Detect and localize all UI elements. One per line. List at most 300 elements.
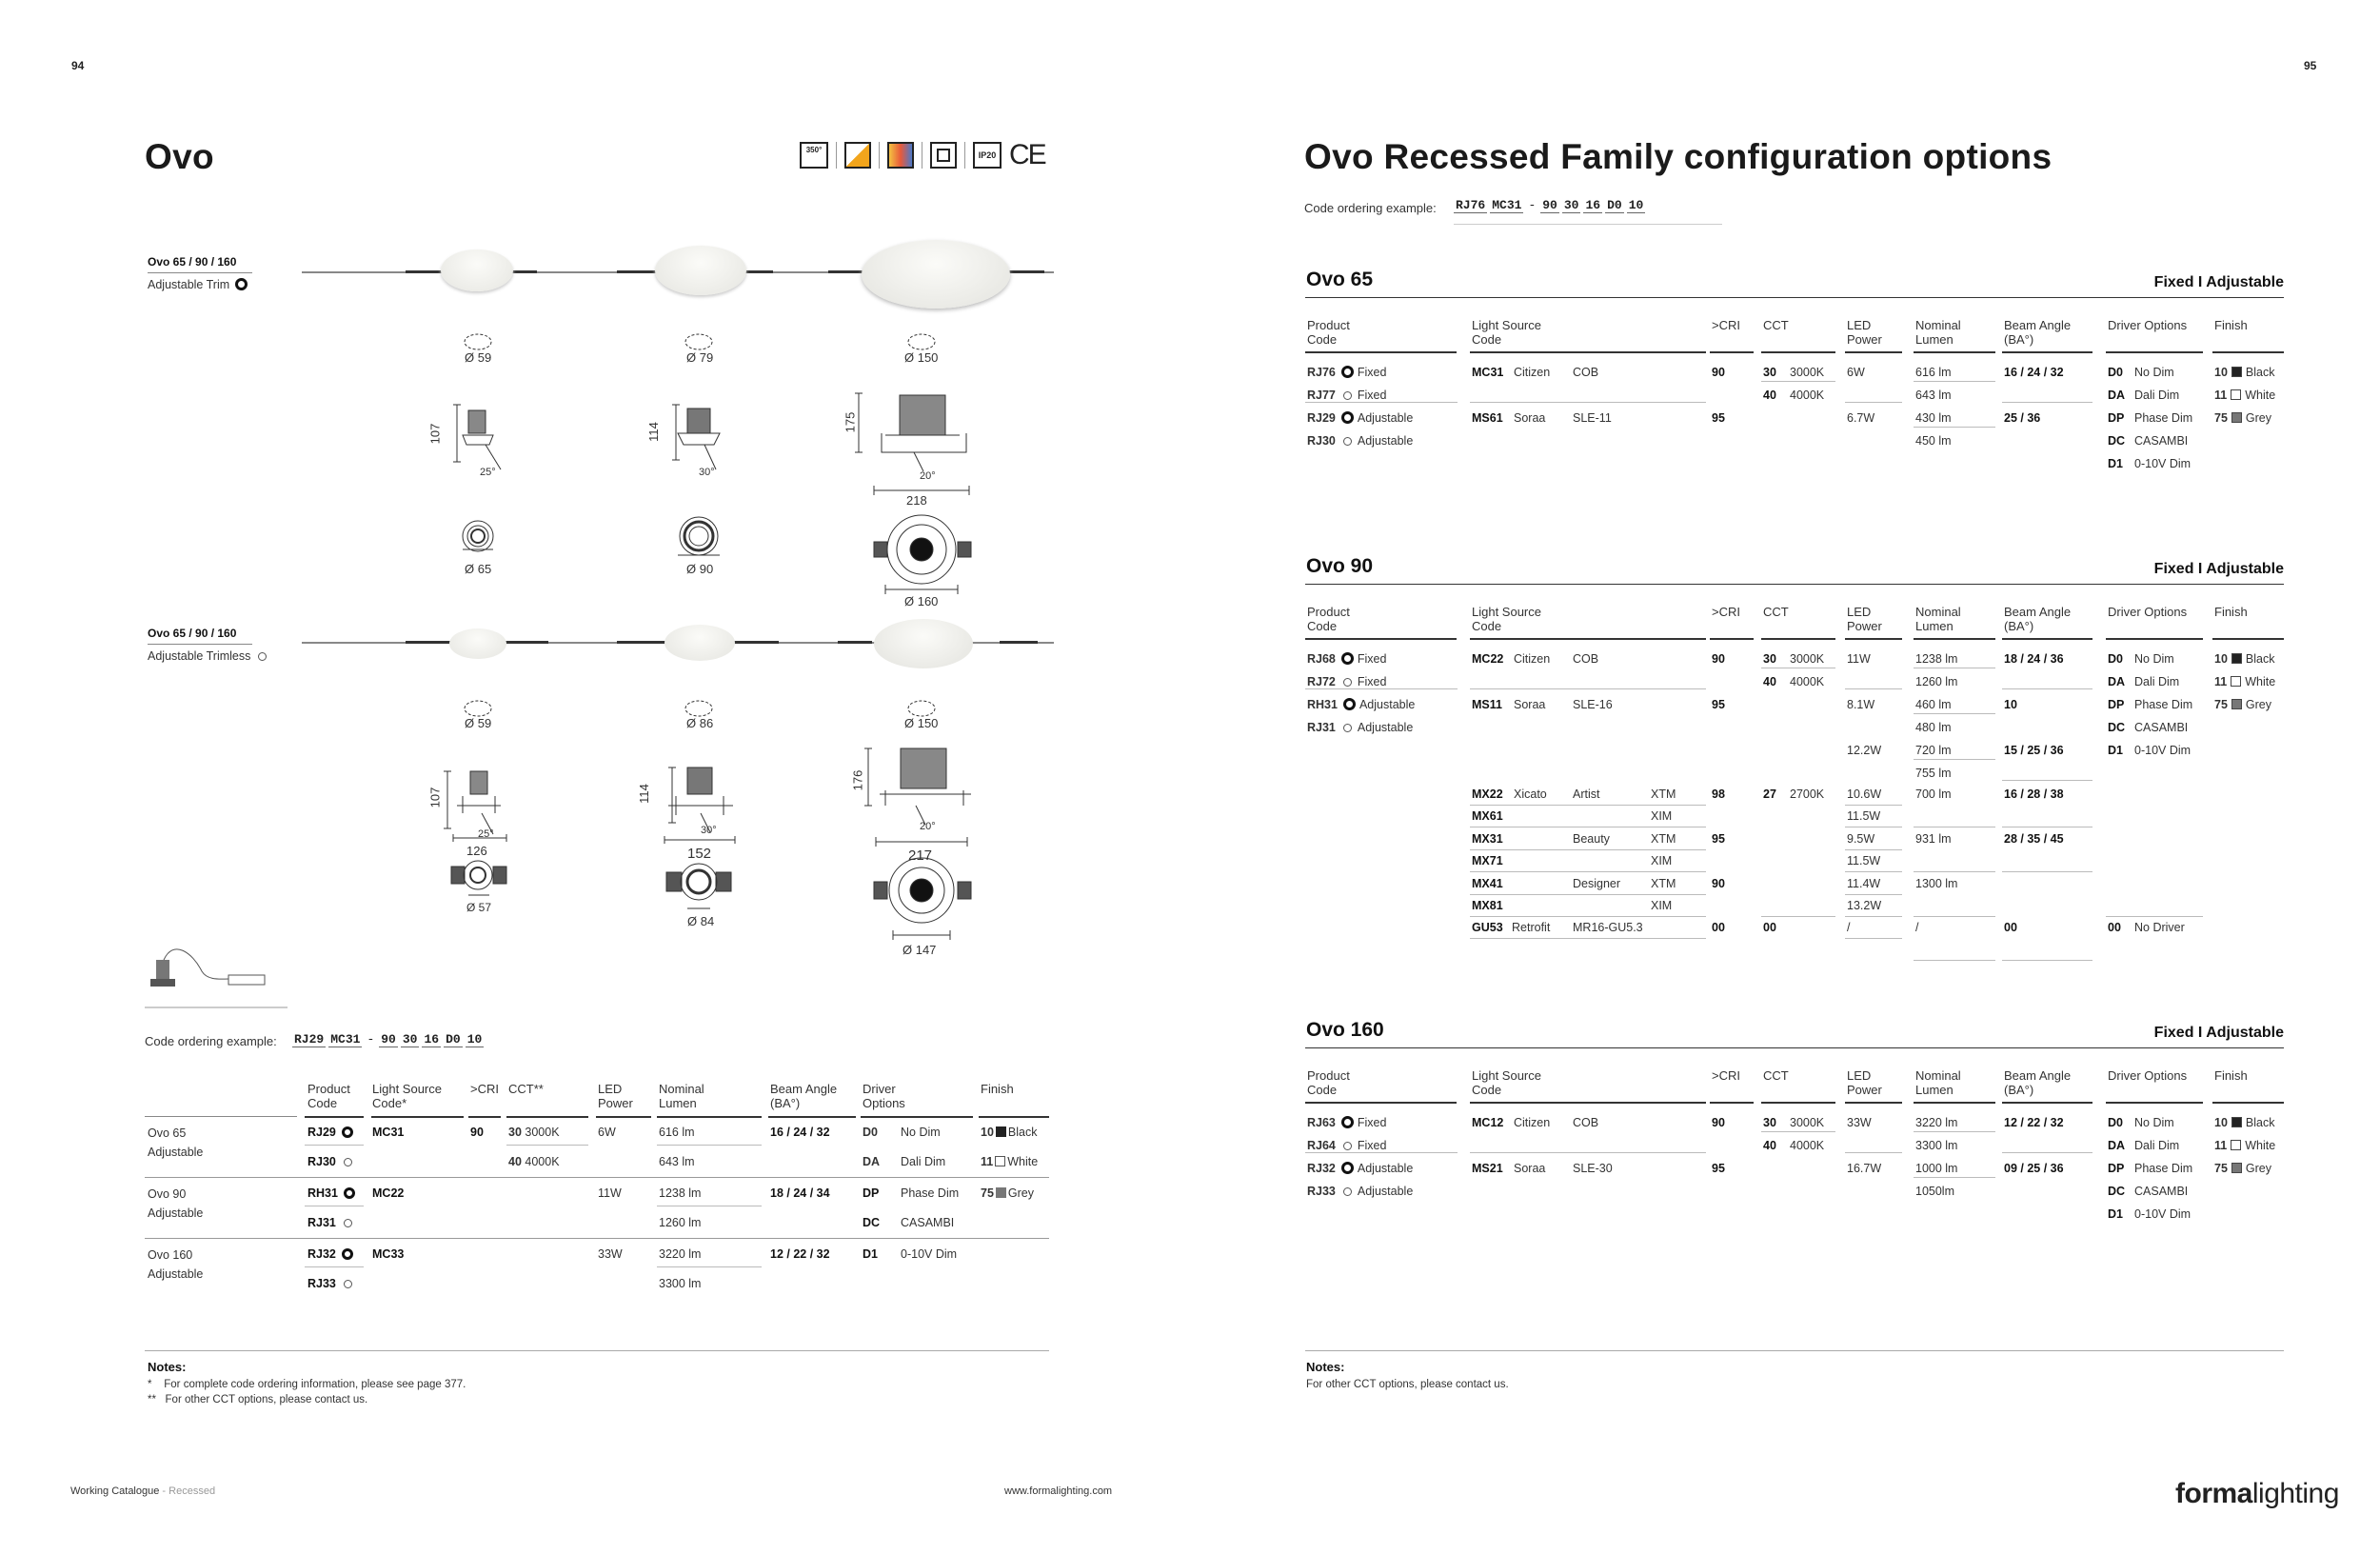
s90-h-lumen: Nominal Lumen bbox=[1915, 605, 1961, 633]
dim-h65: 107 bbox=[427, 423, 443, 445]
s90-beam-0: 18 / 24 / 36 bbox=[2004, 652, 2064, 666]
lt-h-light: Light Source Code* bbox=[372, 1082, 442, 1110]
dim2-w65: 126 bbox=[466, 844, 487, 858]
s65-driver-code-2: DP bbox=[2108, 411, 2125, 425]
lt-r2-beam: 18 / 24 / 34 bbox=[770, 1186, 830, 1200]
lt-r2-f1: 75 Grey bbox=[981, 1186, 1034, 1200]
dim2-d160: Ø 150 bbox=[904, 716, 939, 730]
variant1-name: Ovo 65 / 90 / 160 bbox=[148, 255, 237, 269]
s90-driver-code-4: D1 bbox=[2108, 744, 2123, 757]
s90-mx-brand-6: Retrofit bbox=[1512, 921, 1551, 935]
s90-h-cri: >CRI bbox=[1712, 605, 1740, 619]
dim-o65: Ø 65 bbox=[465, 562, 492, 576]
s90-finish-0: 10 Black bbox=[2214, 652, 2275, 666]
dim-h160: 175 bbox=[843, 411, 858, 433]
s90-ls-brand-0: Citizen bbox=[1514, 652, 1551, 666]
s65-h-finish: Finish bbox=[2214, 318, 2248, 332]
s65-driver-code-3: DC bbox=[2108, 434, 2126, 448]
dim-d160: Ø 150 bbox=[904, 350, 939, 365]
s65-driver-0: No Dim bbox=[2134, 366, 2174, 379]
s90-lm-2: 460 lm bbox=[1915, 698, 1952, 711]
lt-r2-lm1: 1238 lm bbox=[659, 1186, 702, 1200]
lt-h-cri: >CRI bbox=[470, 1082, 499, 1096]
s160-driver-code-2: DP bbox=[2108, 1162, 2125, 1175]
lt-r3-beam: 12 / 22 / 32 bbox=[770, 1247, 830, 1261]
lt-r3-ls: MC33 bbox=[372, 1247, 405, 1261]
s90-ls-code-0: MC22 bbox=[1472, 652, 1504, 666]
s65-product-0: RJ76 Fixed bbox=[1307, 366, 1387, 379]
s65-h-driver: Driver Options bbox=[2108, 318, 2188, 332]
s90-beam-2: 15 / 25 / 36 bbox=[2004, 744, 2064, 757]
s160-lm-1: 3300 lm bbox=[1915, 1139, 1958, 1152]
s160-driver-code-1: DA bbox=[2108, 1139, 2126, 1152]
s90-mx-code-2: MX31 bbox=[1472, 831, 1503, 846]
s65-ls-type-1: SLE-11 bbox=[1573, 411, 1612, 425]
lt-h-finish: Finish bbox=[981, 1082, 1014, 1096]
lt-r3-code1: RJ32 bbox=[307, 1247, 357, 1261]
s90-mx-cri-1: 95 bbox=[1712, 831, 1725, 846]
s90-mx-cct-val: 2700K bbox=[1790, 787, 1825, 801]
dim2-h90: 114 bbox=[636, 784, 651, 804]
s160-ls-brand-0: Citizen bbox=[1514, 1116, 1551, 1129]
lt-row1-name: Ovo 65 Adjustable bbox=[148, 1126, 204, 1159]
code-label-left: Code ordering example: bbox=[145, 1034, 277, 1048]
s90-mx-name-2: Beauty bbox=[1573, 831, 1610, 846]
s65-ls-type-0: COB bbox=[1573, 366, 1599, 379]
s65-h-lumen: Nominal Lumen bbox=[1915, 318, 1961, 347]
lt-r1-d2: DA bbox=[863, 1155, 881, 1168]
s90-ls-brand-1: Soraa bbox=[1514, 698, 1546, 711]
s160-finish-1: 11 White bbox=[2214, 1139, 2276, 1152]
s90-mx-cct-code: 27 bbox=[1763, 787, 1776, 801]
s160-h-light: Light Source Code bbox=[1472, 1068, 1541, 1097]
s65-driver-4: 0-10V Dim bbox=[2134, 457, 2192, 470]
s90-mx-code-3: MX71 bbox=[1472, 854, 1503, 868]
s90-h-light: Light Source Code bbox=[1472, 605, 1541, 633]
s90-driver-4: 0-10V Dim bbox=[2134, 744, 2192, 757]
s90-mx-code-5: MX81 bbox=[1472, 899, 1503, 912]
s90-mx-cct-gu: 00 bbox=[1763, 921, 1776, 935]
s90-mx-type-5: XIM bbox=[1651, 899, 1673, 912]
lt-r2-d1: DP bbox=[863, 1186, 880, 1200]
lt-r3-led: 33W bbox=[598, 1247, 623, 1261]
s160-h-product: Product Code bbox=[1307, 1068, 1350, 1097]
s90-beam-1: 10 bbox=[2004, 698, 2017, 711]
footer-url[interactable]: www.formalighting.com bbox=[1004, 1485, 1113, 1497]
code-underline bbox=[1454, 217, 1722, 225]
s160-product-1: RJ64 Fixed bbox=[1307, 1139, 1387, 1152]
s160-h-finish: Finish bbox=[2214, 1068, 2248, 1083]
lt-r1-ls: MC31 bbox=[372, 1126, 405, 1139]
s65-product-3: RJ30 Adjustable bbox=[1307, 434, 1414, 448]
lt-r3-code2: RJ33 bbox=[307, 1277, 358, 1290]
s160-driver-code-4: D1 bbox=[2108, 1207, 2123, 1221]
s160-ls-code-1: MS21 bbox=[1472, 1162, 1503, 1175]
s160-h-lumen: Nominal Lumen bbox=[1915, 1068, 1961, 1097]
s90-led-0: 11W bbox=[1847, 652, 1871, 666]
s160-led-1: 16.7W bbox=[1847, 1162, 1882, 1175]
s90-driver-code-2: DP bbox=[2108, 698, 2125, 711]
s65-driver-code-4: D1 bbox=[2108, 457, 2123, 470]
lt-r1-cri: 90 bbox=[470, 1126, 484, 1139]
dim2-h65: 107 bbox=[427, 787, 443, 808]
s90-mx-brand-0: Xicato bbox=[1514, 787, 1547, 801]
s90-mx-type-2: XTM bbox=[1651, 831, 1676, 846]
s90-mx-name-0: Artist bbox=[1573, 787, 1600, 801]
s90-product-0: RJ68 Fixed bbox=[1307, 652, 1387, 666]
lt-r2-lm2: 1260 lm bbox=[659, 1216, 702, 1229]
s90-ls-type-1: SLE-16 bbox=[1573, 698, 1613, 711]
s65-fixed-adjustable: Fixed I Adjustable bbox=[2153, 274, 2284, 290]
s65-ls-code-0: MC31 bbox=[1472, 366, 1504, 379]
lt-r1-d2v: Dali Dim bbox=[901, 1155, 946, 1168]
cct-icon bbox=[887, 142, 914, 169]
notes-title-right: Notes: bbox=[1306, 1360, 1345, 1374]
page-number-right: 95 bbox=[2304, 59, 2317, 72]
angle2-65: 25° bbox=[478, 828, 494, 840]
s160-driver-3: CASAMBI bbox=[2134, 1185, 2189, 1198]
s65-driver-3: CASAMBI bbox=[2134, 434, 2189, 448]
s90-lm-4: 720 lm bbox=[1915, 744, 1952, 757]
s160-driver-code-3: DC bbox=[2108, 1185, 2126, 1198]
s160-fixed-adjustable: Fixed I Adjustable bbox=[2153, 1025, 2284, 1041]
s90-h-cct: CCT bbox=[1763, 605, 1789, 619]
s65-ls-brand-0: Citizen bbox=[1514, 366, 1551, 379]
angle-90: 30° bbox=[699, 467, 715, 478]
s90-cct-val-1: 4000K bbox=[1790, 675, 1825, 688]
lt-r1-d1v: No Dim bbox=[901, 1126, 941, 1139]
lt-h-driver: Driver Options bbox=[863, 1082, 905, 1110]
brand-logo: formalighting bbox=[2175, 1478, 2339, 1509]
s65-lm-0: 616 lm bbox=[1915, 366, 1952, 379]
lt-r2-d1v: Phase Dim bbox=[901, 1186, 960, 1200]
s90-cri-0: 90 bbox=[1712, 652, 1725, 666]
s90-mx-led-2: 9.5W bbox=[1847, 831, 1875, 846]
lt-r1-led: 6W bbox=[598, 1126, 616, 1139]
lt-r1-lm1: 616 lm bbox=[659, 1126, 695, 1139]
code-label-right: Code ordering example: bbox=[1304, 201, 1437, 215]
s160-cri-1: 95 bbox=[1712, 1162, 1725, 1175]
product-ovo160-trim bbox=[862, 240, 1010, 309]
s90-h-beam: Beam Angle (BA°) bbox=[2004, 605, 2072, 633]
s90-mx-lm-3: / bbox=[1915, 921, 1919, 935]
s160-cct-code-1: 40 bbox=[1763, 1139, 1776, 1152]
dim-o90: Ø 90 bbox=[686, 562, 714, 576]
s90-driver-code-1: DA bbox=[2108, 675, 2126, 688]
lt-r3-lm2: 3300 lm bbox=[659, 1277, 702, 1290]
s65-cri-1: 95 bbox=[1712, 411, 1725, 425]
s90-product-2: RH31 Adjustable bbox=[1307, 698, 1416, 711]
s90-cct-code-1: 40 bbox=[1763, 675, 1776, 688]
s65-cct-val-1: 4000K bbox=[1790, 389, 1825, 402]
s160-lm-2: 1000 lm bbox=[1915, 1162, 1958, 1175]
s90-mx-code-6: GU53 bbox=[1472, 921, 1503, 935]
lt-r3-d1: D1 bbox=[863, 1247, 878, 1261]
s65-h-product: Product Code bbox=[1307, 318, 1350, 347]
s65-beam-1: 25 / 36 bbox=[2004, 411, 2041, 425]
angle2-90: 30° bbox=[701, 825, 717, 836]
lt-r3-lm1: 3220 lm bbox=[659, 1247, 702, 1261]
s90-mx-lm-1: 931 lm bbox=[1915, 831, 1952, 846]
note-1: * For complete code ordering information, please see page 377. bbox=[148, 1379, 466, 1390]
variant1-sub: Adjustable Trim bbox=[148, 278, 251, 291]
s90-mx-beam-2: 00 bbox=[2004, 921, 2017, 935]
s160-h-beam: Beam Angle (BA°) bbox=[2004, 1068, 2072, 1097]
lt-r1-f2: 11 White bbox=[981, 1155, 1039, 1168]
s160-ls-type-1: SLE-30 bbox=[1573, 1162, 1613, 1175]
s90-h-finish: Finish bbox=[2214, 605, 2248, 619]
recessed-icon bbox=[930, 142, 957, 169]
s90-mx-led-5: 13.2W bbox=[1847, 899, 1882, 912]
s90-led-1: 8.1W bbox=[1847, 698, 1875, 711]
lt-r1-cct1: 30 3000K bbox=[508, 1126, 560, 1139]
s65-product-2: RJ29 Adjustable bbox=[1307, 411, 1414, 425]
s65-h-light: Light Source Code bbox=[1472, 318, 1541, 347]
s90-mx-code-1: MX61 bbox=[1472, 809, 1503, 824]
lt-h-product: Product Code bbox=[307, 1082, 350, 1110]
ce-icon: CE bbox=[1009, 139, 1045, 170]
product-ovo160-trimless bbox=[874, 619, 973, 668]
s90-mx-type-0: XTM bbox=[1651, 787, 1676, 801]
s160-product-3: RJ33 Adjustable bbox=[1307, 1185, 1414, 1198]
dim2-h160: 176 bbox=[850, 769, 865, 791]
dim2-o90: Ø 84 bbox=[687, 914, 715, 928]
s90-driver-code-0: D0 bbox=[2108, 652, 2123, 666]
lt-r2-d2v: CASAMBI bbox=[901, 1216, 955, 1229]
lt-row2-name: Ovo 90 Adjustable bbox=[148, 1187, 204, 1220]
lt-r2-ls: MC22 bbox=[372, 1186, 405, 1200]
s160-finish-2: 75 Grey bbox=[2214, 1162, 2271, 1175]
s90-lm-1: 1260 lm bbox=[1915, 675, 1958, 688]
s160-cct-code-0: 30 bbox=[1763, 1116, 1776, 1129]
s160-cct-val-0: 3000K bbox=[1790, 1116, 1825, 1129]
s160-lm-0: 3220 lm bbox=[1915, 1116, 1958, 1129]
s90-mx-type-4: XTM bbox=[1651, 876, 1676, 890]
product-ovo65-trim bbox=[441, 249, 513, 291]
dim2-o65: Ø 57 bbox=[466, 901, 492, 914]
s90-title: Ovo 90 bbox=[1306, 555, 1374, 577]
angle-160: 20° bbox=[920, 470, 936, 482]
s160-driver-2: Phase Dim bbox=[2134, 1162, 2193, 1175]
lt-r2-led: 11W bbox=[598, 1186, 622, 1200]
s90-mx-type-3: XIM bbox=[1651, 854, 1673, 868]
variant2-name: Ovo 65 / 90 / 160 bbox=[148, 627, 237, 640]
lt-row3-name: Ovo 160 Adjustable bbox=[148, 1248, 204, 1281]
lt-r3-d1v: 0-10V Dim bbox=[901, 1247, 958, 1261]
s90-driver-code-3: DC bbox=[2108, 721, 2126, 734]
s65-h-cri: >CRI bbox=[1712, 318, 1740, 332]
s90-mx-driver: No Driver bbox=[2134, 921, 2185, 935]
s160-ls-type-0: COB bbox=[1573, 1116, 1599, 1129]
s65-driver-2: Phase Dim bbox=[2134, 411, 2193, 425]
s90-cct-code-0: 30 bbox=[1763, 652, 1776, 666]
s160-driver-code-0: D0 bbox=[2108, 1116, 2123, 1129]
s90-product-1: RJ72 Fixed bbox=[1307, 675, 1387, 688]
s160-product-2: RJ32 Adjustable bbox=[1307, 1162, 1414, 1175]
s90-mx-beam-1: 28 / 35 / 45 bbox=[2004, 831, 2064, 846]
code-example-left: RJ29 MC31 - 90 30 16 D0 10 bbox=[294, 1032, 483, 1047]
s90-mx-cri-2: 90 bbox=[1712, 876, 1725, 890]
s90-mx-led-0: 10.6W bbox=[1847, 787, 1882, 801]
page-title-left: Ovo bbox=[145, 137, 214, 176]
lt-r2-code1: RH31 bbox=[307, 1186, 359, 1200]
s90-mx-cri-0: 98 bbox=[1712, 787, 1725, 801]
angle-65: 25° bbox=[480, 467, 496, 478]
s90-ls-code-1: MS11 bbox=[1472, 698, 1502, 711]
angle2-160: 20° bbox=[920, 821, 936, 832]
s65-lm-1: 643 lm bbox=[1915, 389, 1952, 402]
lt-r1-code1: RJ29 bbox=[307, 1126, 357, 1139]
s90-mx-name-4: Designer bbox=[1573, 876, 1621, 890]
s160-beam-0: 12 / 22 / 32 bbox=[2004, 1116, 2064, 1129]
s160-driver-1: Dali Dim bbox=[2134, 1139, 2180, 1152]
s90-fixed-adjustable: Fixed I Adjustable bbox=[2153, 561, 2284, 577]
s90-driver-1: Dali Dim bbox=[2134, 675, 2180, 688]
lt-r1-lm2: 643 lm bbox=[659, 1155, 695, 1168]
s65-finish-1: 11 White bbox=[2214, 389, 2276, 402]
s90-h-driver: Driver Options bbox=[2108, 605, 2188, 619]
s160-title: Ovo 160 bbox=[1306, 1019, 1384, 1041]
dim-w160: 218 bbox=[906, 493, 927, 508]
s90-driver-2: Phase Dim bbox=[2134, 698, 2193, 711]
s90-mx-cri-3: 00 bbox=[1712, 921, 1725, 935]
s90-mx-led-1: 11.5W bbox=[1847, 809, 1881, 824]
s90-product-3: RJ31 Adjustable bbox=[1307, 721, 1414, 734]
cert-icons bbox=[800, 141, 1045, 169]
s90-driver-0: No Dim bbox=[2134, 652, 2174, 666]
lt-h-lumen: Nominal Lumen bbox=[659, 1082, 704, 1110]
variant2-sub: Adjustable Trimless bbox=[148, 649, 272, 663]
notes-title-left: Notes: bbox=[148, 1360, 187, 1374]
dim2-w160: 217 bbox=[908, 847, 933, 864]
s65-driver-code-0: D0 bbox=[2108, 366, 2123, 379]
product-ovo65-trimless bbox=[449, 628, 506, 659]
s90-mx-beam-0: 16 / 28 / 38 bbox=[2004, 787, 2064, 801]
s65-ls-brand-1: Soraa bbox=[1514, 411, 1546, 425]
s90-mx-name-6: MR16-GU5.3 bbox=[1573, 921, 1643, 935]
s90-ls-type-0: COB bbox=[1573, 652, 1599, 666]
s65-product-1: RJ77 Fixed bbox=[1307, 389, 1387, 402]
driver-illustration bbox=[145, 943, 288, 1009]
code-example-right: RJ76 MC31 - 90 30 16 D0 10 bbox=[1456, 198, 1644, 212]
s160-driver-4: 0-10V Dim bbox=[2134, 1207, 2192, 1221]
s90-mx-lm-0: 700 lm bbox=[1915, 787, 1952, 801]
s65-cct-val-0: 3000K bbox=[1790, 366, 1825, 379]
s65-cct-code-1: 40 bbox=[1763, 389, 1776, 402]
s90-mx-led-4: 11.4W bbox=[1847, 876, 1881, 890]
s90-led-2: 12.2W bbox=[1847, 744, 1882, 757]
footer-catalogue: Working Catalogue - Recessed bbox=[70, 1485, 216, 1497]
s160-ls-code-0: MC12 bbox=[1472, 1116, 1504, 1129]
s160-h-driver: Driver Options bbox=[2108, 1068, 2188, 1083]
s160-h-cct: CCT bbox=[1763, 1068, 1789, 1083]
s90-h-product: Product Code bbox=[1307, 605, 1350, 633]
s65-finish-0: 10 Black bbox=[2214, 366, 2275, 379]
s90-cct-val-0: 3000K bbox=[1790, 652, 1825, 666]
s65-driver-code-1: DA bbox=[2108, 389, 2126, 402]
lt-h-beam: Beam Angle (BA°) bbox=[770, 1082, 838, 1110]
s90-cri-1: 95 bbox=[1712, 698, 1725, 711]
s160-product-0: RJ63 Fixed bbox=[1307, 1116, 1387, 1129]
lt-r2-d2: DC bbox=[863, 1216, 881, 1229]
lt-h-led: LED Power bbox=[598, 1082, 633, 1110]
s65-driver-1: Dali Dim bbox=[2134, 389, 2180, 402]
dim2-o160: Ø 147 bbox=[902, 943, 937, 957]
s65-ls-code-1: MS61 bbox=[1472, 411, 1503, 425]
s90-lm-5: 755 lm bbox=[1915, 767, 1952, 780]
s65-lm-3: 450 lm bbox=[1915, 434, 1952, 448]
s65-h-cct: CCT bbox=[1763, 318, 1789, 332]
dim2-w90: 152 bbox=[687, 846, 712, 862]
dim-d65: Ø 59 bbox=[465, 350, 492, 365]
s65-cri-0: 90 bbox=[1712, 366, 1725, 379]
s160-h-cri: >CRI bbox=[1712, 1068, 1740, 1083]
page-title-right: Ovo Recessed Family configuration options bbox=[1304, 137, 2053, 176]
lt-r1-cct2: 40 4000K bbox=[508, 1155, 560, 1168]
dim-o160: Ø 160 bbox=[904, 594, 939, 608]
s90-mx-code-0: MX22 bbox=[1472, 787, 1503, 801]
s160-cct-val-1: 4000K bbox=[1790, 1139, 1825, 1152]
s90-mx-led-3: 11.5W bbox=[1847, 854, 1881, 868]
s90-mx-led-6: / bbox=[1847, 921, 1851, 935]
s90-lm-0: 1238 lm bbox=[1915, 652, 1958, 666]
s65-title: Ovo 65 bbox=[1306, 269, 1374, 290]
s160-led-0: 33W bbox=[1847, 1116, 1872, 1129]
s65-h-led: LED Power bbox=[1847, 318, 1882, 347]
s90-h-led: LED Power bbox=[1847, 605, 1882, 633]
lt-r1-f1: 10 Black bbox=[981, 1126, 1038, 1139]
s90-finish-2: 75 Grey bbox=[2214, 698, 2271, 711]
s160-finish-0: 10 Black bbox=[2214, 1116, 2275, 1129]
s160-driver-0: No Dim bbox=[2134, 1116, 2174, 1129]
s160-h-led: LED Power bbox=[1847, 1068, 1882, 1097]
s90-mx-driver-code: 00 bbox=[2108, 921, 2121, 935]
s65-cct-code-0: 30 bbox=[1763, 366, 1776, 379]
product-ovo90-trim bbox=[655, 246, 746, 295]
s65-lm-2: 430 lm bbox=[1915, 411, 1952, 425]
s65-beam-0: 16 / 24 / 32 bbox=[2004, 366, 2064, 379]
dim2-d90: Ø 86 bbox=[686, 716, 714, 730]
lt-r2-code2: RJ31 bbox=[307, 1216, 358, 1229]
dimmable-icon bbox=[844, 142, 871, 169]
lt-r1-d1: D0 bbox=[863, 1126, 878, 1139]
s90-lm-3: 480 lm bbox=[1915, 721, 1952, 734]
beam-350-icon: 350° bbox=[800, 142, 828, 169]
product-ovo90-trimless bbox=[664, 625, 735, 661]
dim2-d65: Ø 59 bbox=[465, 716, 492, 730]
s90-mx-type-1: XIM bbox=[1651, 809, 1673, 824]
note-right: For other CCT options, please contact us. bbox=[1306, 1379, 1509, 1390]
s65-h-beam: Beam Angle (BA°) bbox=[2004, 318, 2072, 347]
dim-d90: Ø 79 bbox=[686, 350, 714, 365]
s90-mx-lm-2: 1300 lm bbox=[1915, 876, 1958, 890]
lt-h-cct: CCT** bbox=[508, 1082, 544, 1096]
s65-led-1: 6.7W bbox=[1847, 411, 1875, 425]
lt-r1-code2: RJ30 bbox=[307, 1155, 358, 1168]
s160-cri-0: 90 bbox=[1712, 1116, 1725, 1129]
lt-r1-beam: 16 / 24 / 32 bbox=[770, 1126, 830, 1139]
s65-led-0: 6W bbox=[1847, 366, 1865, 379]
s90-finish-1: 11 White bbox=[2214, 675, 2276, 688]
dim-h90: 114 bbox=[645, 422, 661, 442]
note-2: ** For other CCT options, please contact us. bbox=[148, 1394, 368, 1405]
s160-lm-3: 1050lm bbox=[1915, 1185, 1954, 1198]
page-number-left: 94 bbox=[71, 59, 85, 72]
s160-ls-brand-1: Soraa bbox=[1514, 1162, 1546, 1175]
ip20-icon: IP20 bbox=[973, 142, 1002, 169]
s160-beam-1: 09 / 25 / 36 bbox=[2004, 1162, 2064, 1175]
s65-finish-2: 75 Grey bbox=[2214, 411, 2271, 425]
